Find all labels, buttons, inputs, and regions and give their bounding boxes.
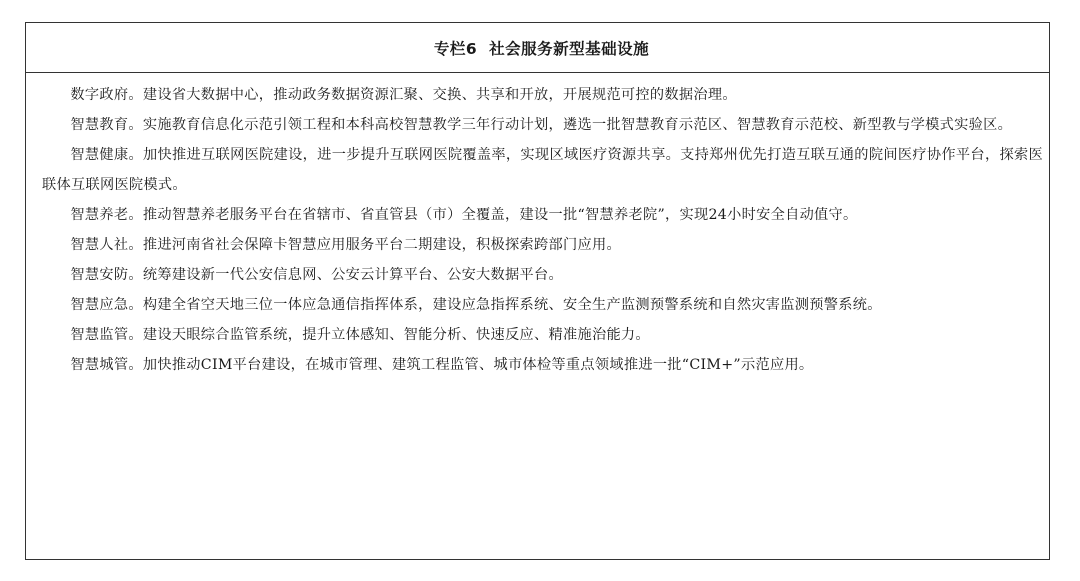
item-digital-government (26, 80, 1049, 110)
item-smart-education (26, 110, 1049, 140)
box-header (26, 23, 1049, 73)
item-text: 构建全省空天地三位一体应急通信指挥体系，建设应急指挥系统、安全生产监测预警系统和自然灾害监测预警系统。 (142, 297, 882, 313)
item-lead: 智慧教育。 (70, 117, 143, 133)
item-lead: 智慧监管。 (70, 327, 143, 343)
item-smart-supervision (26, 320, 1049, 350)
item-text: 加快推动CIM平台建设，在城市管理、建筑工程监管、城市体检等重点领域推进一批“CIM+”示范应用。 (142, 357, 814, 373)
item-text: 实施教育信息化示范引领工程和本科高校智慧教学三年行动计划，遴选一批智慧教育示范区、智慧教育示范校、新型教与学模式实验区。 (142, 117, 1013, 133)
item-lead: 智慧应急。 (70, 297, 143, 313)
item-lead: 智慧城管。 (70, 357, 143, 373)
feature-box (25, 22, 1050, 560)
item-lead: 智慧人社。 (70, 237, 143, 253)
box-title: 社会服务新型基础设施 (489, 39, 650, 58)
item-text: 推动智慧养老服务平台在省辖市、省直管县（市）全覆盖，建设一批“智慧养老院”，实现24小时安全自动值守。 (142, 207, 858, 223)
item-text: 建设天眼综合监管系统，提升立体感知、智能分析、快速反应、精准施治能力。 (142, 327, 650, 343)
item-smart-security (26, 260, 1049, 290)
item-smart-health (26, 140, 1049, 200)
item-lead: 数字政府。 (70, 87, 143, 103)
box-body (26, 73, 1049, 380)
item-smart-elderly-care (26, 200, 1049, 230)
item-smart-city-management (26, 350, 1049, 380)
item-text: 统筹建设新一代公安信息网、公安云计算平台、公安大数据平台。 (142, 267, 563, 283)
box-code: 专栏6 (433, 39, 478, 58)
item-lead: 智慧安防。 (70, 267, 143, 283)
item-text: 推进河南省社会保障卡智慧应用服务平台二期建设，积极探索跨部门应用。 (142, 237, 621, 253)
item-smart-social-security (26, 230, 1049, 260)
item-lead: 智慧健康。 (70, 147, 143, 163)
item-text: 加快推进互联网医院建设，进一步提升互联网医院覆盖率，实现区域医疗资源共享。支持郑州优先打造互联互通的院间医疗协作平台，探索医联体互联网医院模式。 (42, 147, 1043, 193)
item-text: 建设省大数据中心，推动政务数据资源汇聚、交换、共享和开放，开展规范可控的数据治理。 (142, 87, 737, 103)
item-lead: 智慧养老。 (70, 207, 143, 223)
item-smart-emergency (26, 290, 1049, 320)
